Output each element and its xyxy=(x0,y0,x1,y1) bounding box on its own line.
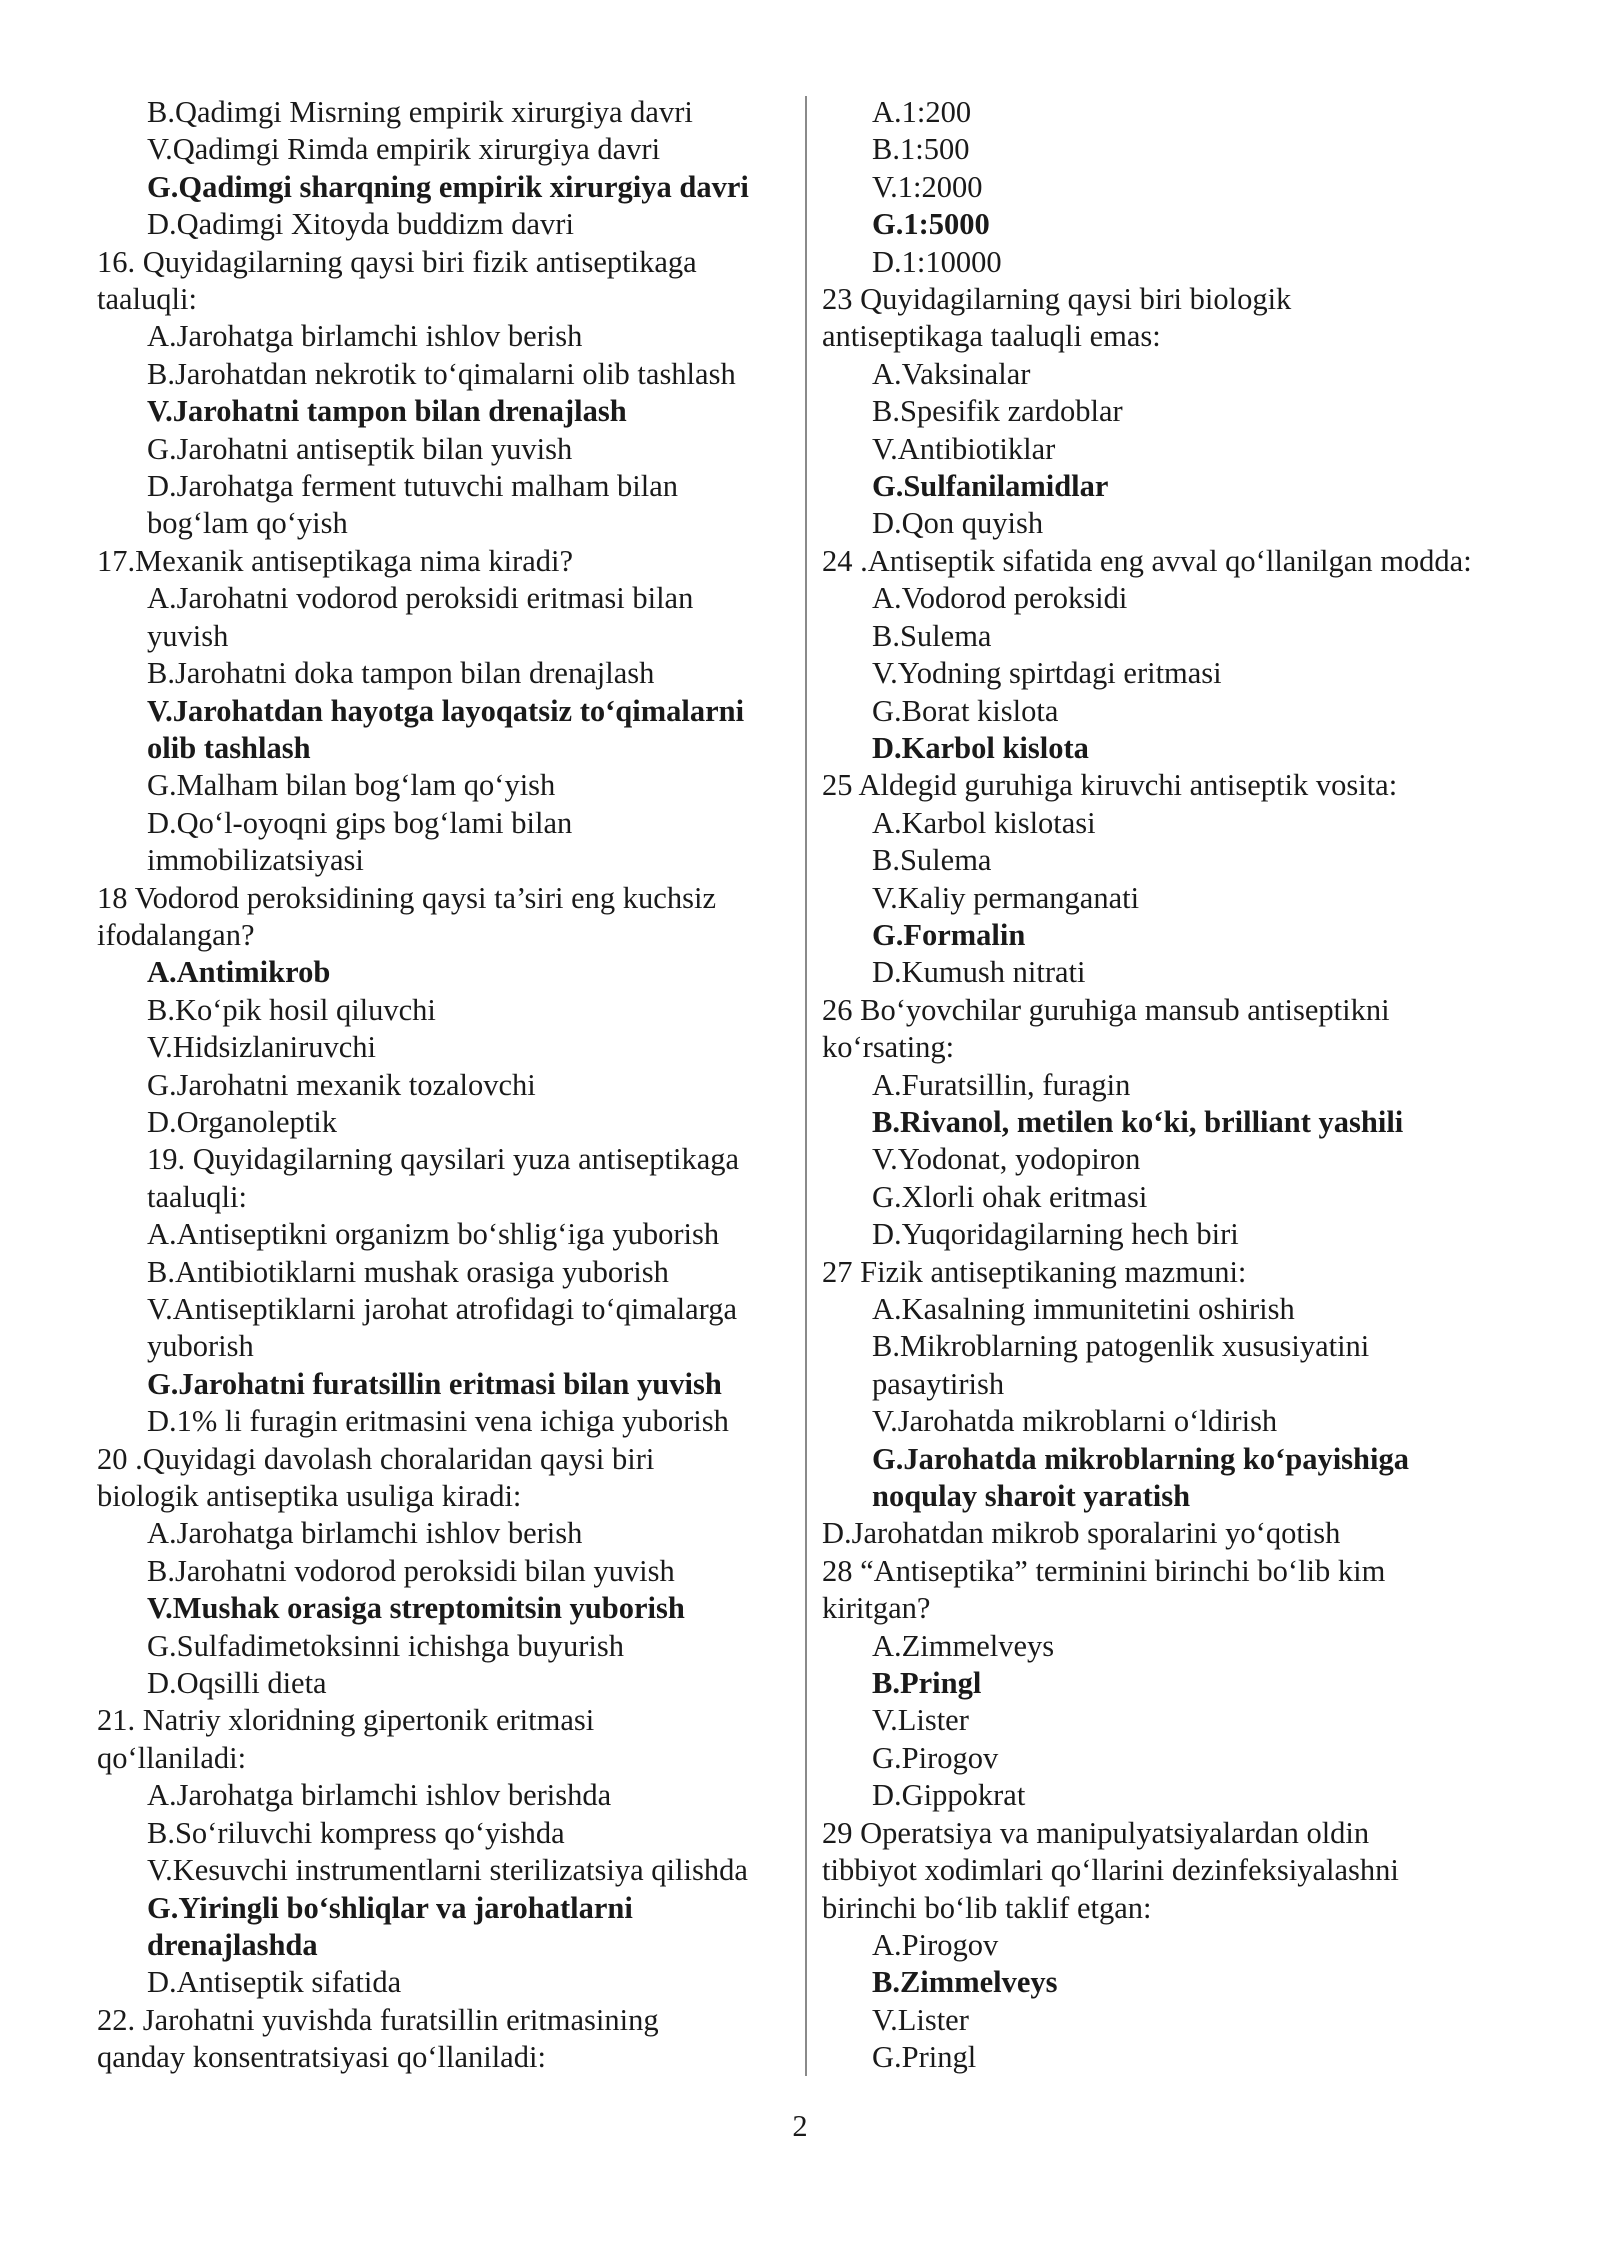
answer-option: B.Antibiotiklarni mushak orasiga yuborish xyxy=(147,1254,669,1289)
answer-option: V.Jarohatdan hayotga layoqatsiz to‘qimalarni xyxy=(147,693,745,728)
page-number: 2 xyxy=(792,2109,808,2143)
answer-option: B.Spesifik zardoblar xyxy=(872,394,1123,429)
answer-option: D.Jarohatga ferment tutuvchi malham bilan xyxy=(147,469,679,504)
answer-option: G.Jarohatni furatsillin eritmasi bilan yuvish xyxy=(147,1366,722,1401)
answer-option: D.Kumush nitrati xyxy=(872,955,1086,990)
answer-option: G.Pirogov xyxy=(872,1740,999,1775)
answer-option: D.Qon quyish xyxy=(872,506,1044,541)
answer-option: A.Jarohatga birlamchi ishlov berish xyxy=(147,1516,583,1551)
answer-option: V.Lister xyxy=(872,1703,969,1738)
question-line: taaluqli: xyxy=(97,282,197,317)
question-line: D.Jarohatdan mikrob sporalarini yo‘qotish xyxy=(822,1516,1341,1551)
answer-option: V.Qadimgi Rimda empirik xirurgiya davri xyxy=(147,132,661,167)
answer-option: G.Formalin xyxy=(872,917,1026,952)
question-line: kiritgan? xyxy=(822,1591,931,1626)
answer-option: G.Jarohatni mexanik tozalovchi xyxy=(147,1067,536,1102)
answer-option: B.Rivanol, metilen ko‘ki, brilliant yashili xyxy=(872,1104,1404,1139)
question-line: 26 Bo‘yovchilar guruhiga mansub antiseptikni xyxy=(822,992,1390,1027)
answer-option: B.Zimmelveys xyxy=(872,1965,1058,2000)
answer-option: V.Lister xyxy=(872,2002,969,2037)
answer-option: V.Jarohatni tampon bilan drenajlash xyxy=(147,394,627,429)
answer-option: A.Jarohatni vodorod peroksidi eritmasi bilan xyxy=(147,581,694,616)
question-line: qo‘llaniladi: xyxy=(97,1740,247,1775)
answer-option: A.Pirogov xyxy=(872,1927,999,1962)
answer-option: D.1% li furagin eritmasini vena ichiga yuborish xyxy=(147,1404,729,1439)
question-line: tibbiyot xodimlari qo‘llarini dezinfeksiyalashni xyxy=(822,1853,1399,1888)
answer-option: V.Kaliy permanganati xyxy=(872,880,1140,915)
answer-option: V.Mushak orasiga streptomitsin yuborish xyxy=(147,1591,685,1626)
question-line: birinchi bo‘lib taklif etgan: xyxy=(822,1890,1152,1925)
answer-option: A.Zimmelveys xyxy=(872,1628,1055,1663)
question-line: biologik antiseptika usuliga kiradi: xyxy=(97,1479,522,1514)
question-line: 29 Operatsiya va manipulyatsiyalardan oldin xyxy=(822,1815,1370,1850)
answer-option: D.Qo‘l-oyoqni gips bog‘lami bilan xyxy=(147,805,573,840)
answer-option: G.Yiringli bo‘shliqlar va jarohatlarni xyxy=(147,1890,633,1925)
answer-option: A.Vaksinalar xyxy=(872,356,1031,391)
answer-option: V.Antibiotiklar xyxy=(872,431,1056,466)
answer-option: D.Oqsilli dieta xyxy=(147,1666,327,1701)
option-continuation: pasaytirish xyxy=(872,1366,1005,1401)
answer-option: G.Borat kislota xyxy=(872,693,1059,728)
answer-option: B.Qadimgi Misrning empirik xirurgiya davri xyxy=(147,95,693,129)
answer-option: V.1:2000 xyxy=(872,169,983,204)
question-line: 20 .Quyidagi davolash choralaridan qaysi biri xyxy=(97,1441,655,1476)
answer-option: V.Yodning spirtdagi eritmasi xyxy=(872,656,1222,691)
question-line: ifodalangan? xyxy=(97,917,255,952)
answer-option: G.Jarohatni antiseptik bilan yuvish xyxy=(147,431,573,466)
answer-option: D.Karbol kislota xyxy=(872,730,1089,765)
answer-option: B.Ko‘pik hosil qiluvchi xyxy=(147,992,436,1027)
left-column xyxy=(97,94,797,2077)
answer-option: V.Antiseptiklarni jarohat atrofidagi to‘qimalarga xyxy=(147,1292,738,1326)
answer-option: A.Karbol kislotasi xyxy=(872,805,1096,840)
answer-option: B.Sulema xyxy=(872,618,992,653)
option-continuation: immobilizatsiyasi xyxy=(147,843,364,878)
answer-option: D.Gippokrat xyxy=(872,1778,1026,1813)
answer-option: B.1:500 xyxy=(872,132,970,167)
answer-option: A.Antimikrob xyxy=(147,955,331,990)
option-continuation: noqulay sharoit yaratish xyxy=(872,1479,1191,1514)
answer-option: D.Qadimgi Xitoyda buddizm davri xyxy=(147,207,574,242)
option-continuation: drenajlashda xyxy=(147,1927,318,1962)
answer-option: G.Xlorli ohak eritmasi xyxy=(872,1179,1148,1214)
question-line: 16. Quyidagilarning qaysi biri fizik antiseptikaga xyxy=(97,244,697,279)
answer-option: A.Vodorod peroksidi xyxy=(872,581,1128,616)
question-line: 22. Jarohatni yuvishda furatsillin eritmasining xyxy=(97,2002,659,2037)
answer-option: V.Jarohatda mikroblarni o‘ldirish xyxy=(872,1404,1278,1439)
option-continuation: yuvish xyxy=(147,618,229,653)
question-line: 18 Vodorod peroksidining qaysi ta’siri eng kuchsiz xyxy=(97,880,716,915)
answer-option: A.Jarohatga birlamchi ishlov berish xyxy=(147,319,583,354)
answer-option: D.1:10000 xyxy=(872,244,1002,279)
answer-option: A.Kasalning immunitetini oshirish xyxy=(872,1292,1295,1326)
option-continuation: olib tashlash xyxy=(147,730,311,765)
column-divider xyxy=(805,96,807,2076)
right-column xyxy=(822,94,1522,2077)
question-line: 25 Aldegid guruhiga kiruvchi antiseptik vosita: xyxy=(822,768,1398,803)
question-line: 24 .Antiseptik sifatida eng avval qo‘llanilgan modda: xyxy=(822,543,1472,578)
answer-option: B.Sulema xyxy=(872,843,992,878)
answer-option: B.So‘riluvchi kompress qo‘yishda xyxy=(147,1815,565,1850)
option-continuation: taaluqli: xyxy=(147,1179,247,1214)
answer-option: B.Jarohatdan nekrotik to‘qimalarni olib tashlash xyxy=(147,356,736,391)
question-line: antiseptikaga taaluqli emas: xyxy=(822,319,1161,354)
answer-option: V.Kesuvchi instrumentlarni sterilizatsiya qilishda xyxy=(147,1853,748,1888)
question-line: 28 “Antiseptika” terminini birinchi bo‘lib kim xyxy=(822,1553,1386,1588)
question-line: qanday konsentratsiyasi qo‘llaniladi: xyxy=(97,2040,546,2075)
question-line: 27 Fizik antiseptikaning mazmuni: xyxy=(822,1254,1247,1289)
question-line: 21. Natriy xloridning gipertonik eritmasi xyxy=(97,1703,595,1738)
answer-option: 19. Quyidagilarning qaysilari yuza antiseptikaga xyxy=(147,1142,740,1177)
answer-option: G.Sulfanilamidlar xyxy=(872,469,1109,504)
answer-option: G.Pringl xyxy=(872,2040,977,2075)
answer-option: D.Antiseptik sifatida xyxy=(147,1965,402,2000)
answer-option: B.Pringl xyxy=(872,1666,982,1701)
answer-option: G.Jarohatda mikroblarning ko‘payishiga xyxy=(872,1441,1409,1476)
answer-option: A.1:200 xyxy=(872,95,972,129)
question-line: 17.Mexanik antiseptikaga nima kiradi? xyxy=(97,543,573,578)
answer-option: G.Sulfadimetoksinni ichishga buyurish xyxy=(147,1628,624,1663)
answer-option: D.Yuqoridagilarning hech biri xyxy=(872,1217,1239,1252)
answer-option: A.Furatsillin, furagin xyxy=(872,1067,1131,1102)
option-continuation: yuborish xyxy=(147,1329,254,1364)
answer-option: V.Hidsizlaniruvchi xyxy=(147,1030,377,1065)
answer-option: G.Malham bilan bog‘lam qo‘yish xyxy=(147,768,556,803)
answer-option: D.Organoleptik xyxy=(147,1104,338,1139)
answer-option: G.Qadimgi sharqning empirik xirurgiya davri xyxy=(147,169,749,204)
option-continuation: bog‘lam qo‘yish xyxy=(147,506,348,541)
answer-option: B.Jarohatni vodorod peroksidi bilan yuvish xyxy=(147,1553,675,1588)
question-line: 23 Quyidagilarning qaysi biri biologik xyxy=(822,282,1292,317)
answer-option: A.Antiseptikni organizm bo‘shlig‘iga yuborish xyxy=(147,1217,720,1252)
answer-option: G.1:5000 xyxy=(872,207,990,242)
answer-option: B.Mikroblarning patogenlik xususiyatini xyxy=(872,1329,1370,1364)
answer-option: V.Yodonat, yodopiron xyxy=(872,1142,1141,1177)
question-line: ko‘rsating: xyxy=(822,1030,955,1065)
answer-option: B.Jarohatni doka tampon bilan drenajlash xyxy=(147,656,655,691)
answer-option: A.Jarohatga birlamchi ishlov berishda xyxy=(147,1778,612,1813)
